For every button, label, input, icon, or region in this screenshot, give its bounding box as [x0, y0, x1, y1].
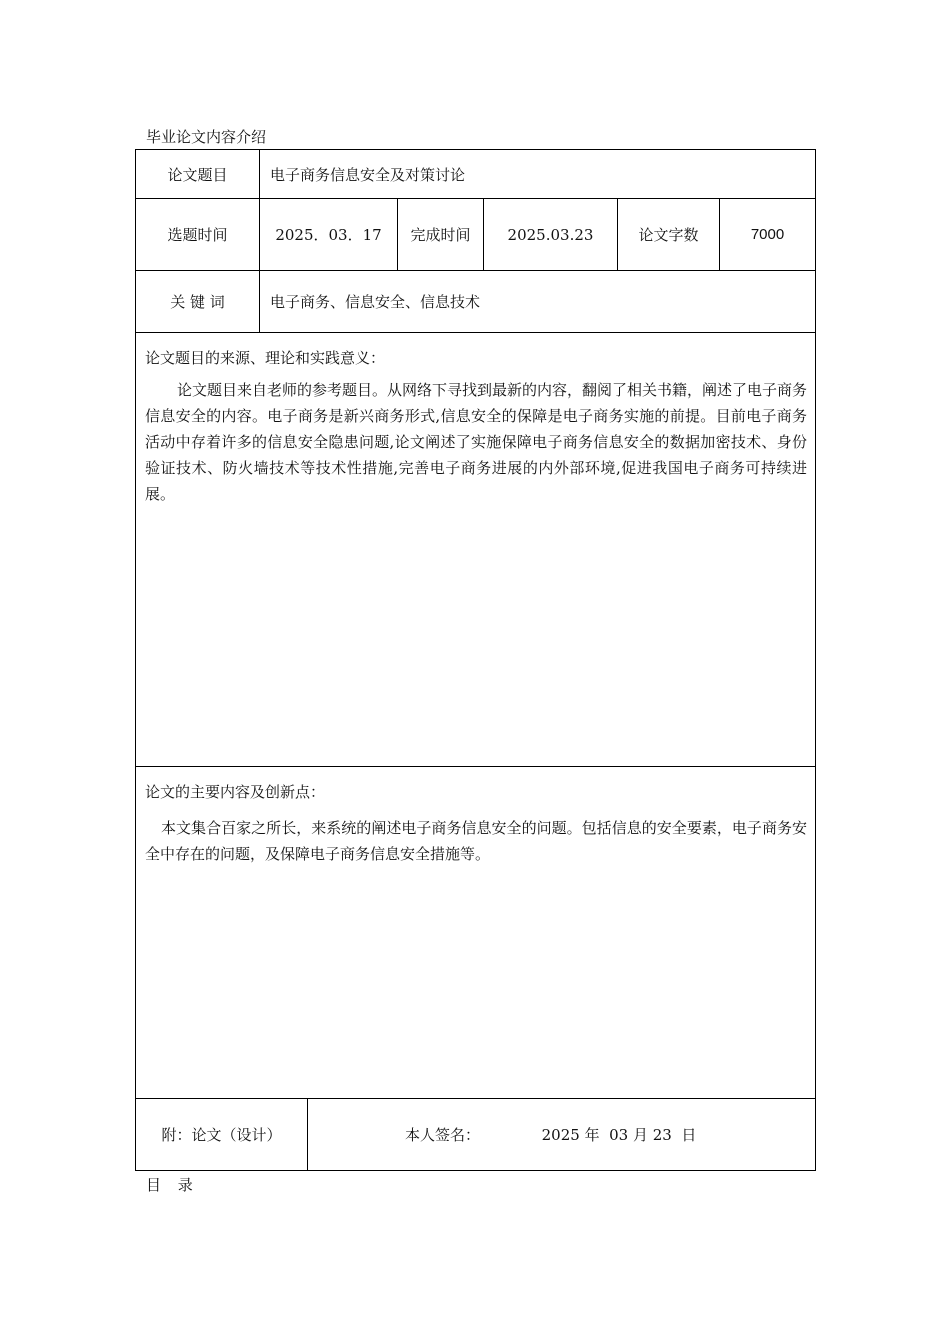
attachment-label: 附：论文（设计） [136, 1099, 308, 1170]
content-section [136, 767, 815, 1099]
word-count-value: 7000 [750, 226, 785, 243]
word-count-label: 论文字数 [618, 199, 720, 270]
time-row [136, 199, 815, 271]
footer-row [136, 1099, 815, 1170]
thesis-info-form [135, 149, 816, 1171]
keywords-label: 关 键 词 [136, 271, 260, 332]
source-section-body: 论文题目来自老师的参考题目。从网络下寻找到最新的内容，翻阅了相关书籍，阐述了电子商务信息安全的内容。电子商务是新兴商务形式,信息安全的保障是电子商务实施的前提。目前电子商务活动中存着许多的信息安全隐患问题,论文阐述了实施保障电子商务信息安全的数据加密技术、身份验证技术、防火墙技术等技术性措施,完善电子商务进展的内外部环境,促进我国电子商务可持续进展。 [145, 381, 808, 503]
content-section-title: 论文的主要内容及创新点： [145, 783, 326, 801]
source-section [136, 333, 815, 767]
title-value: 电子商务信息安全及对策讨论 [270, 165, 466, 184]
keywords-value: 电子商务、信息安全、信息技术 [270, 293, 481, 311]
select-time-label: 选题时间 [136, 199, 260, 270]
source-section-title: 论文题目的来源、理论和实践意义： [145, 349, 386, 367]
signature-date: 2025 年 03 月 23 日 [541, 1126, 697, 1144]
form-heading: 毕业论文内容介绍 [146, 128, 267, 146]
finish-time-label: 完成时间 [398, 199, 484, 270]
toc-heading: 目 录 [146, 1176, 199, 1194]
title-row [136, 150, 815, 199]
title-label: 论文题目 [136, 150, 260, 198]
keywords-row [136, 271, 815, 333]
select-time-value: 2025．03．17 [260, 199, 398, 270]
content-section-body: 本文集合百家之所长，来系统的阐述电子商务信息安全的问题。包括信息的安全要素，电子商务安全中存在的问题，及保障电子商务信息安全措施等。 [145, 819, 807, 863]
finish-time-value: 2025.03.23 [484, 199, 618, 270]
signature-label: 本人签名： [404, 1126, 480, 1144]
